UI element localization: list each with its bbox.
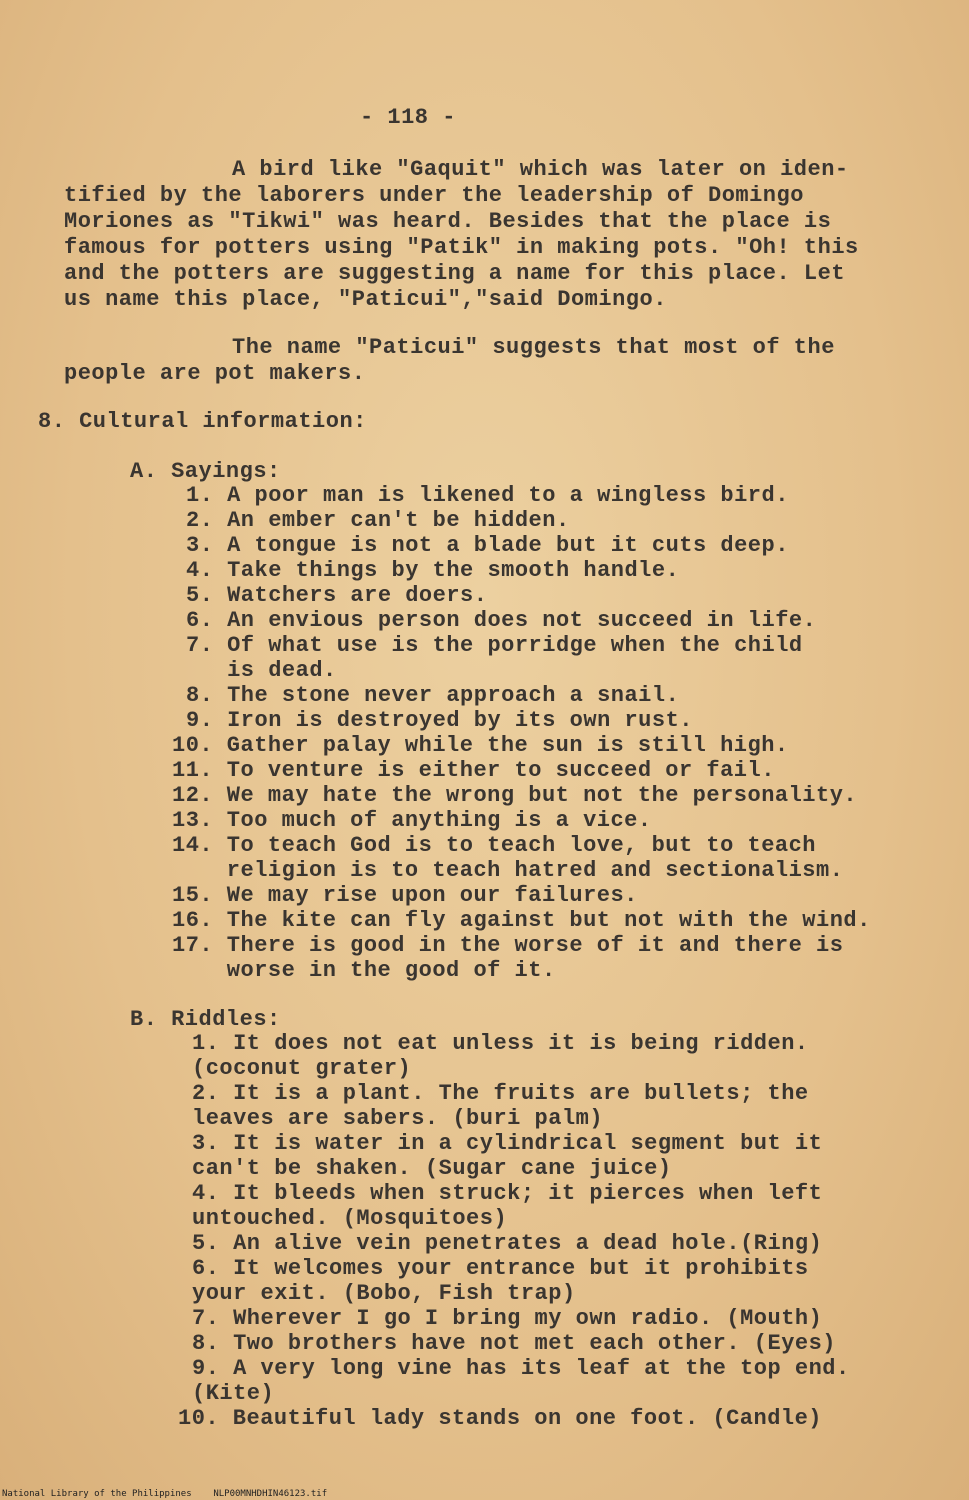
saying-item: 15. We may rise upon our failures. [172,883,638,908]
riddle-item: 7. Wherever I go I bring my own radio. (Mouth) [192,1306,823,1331]
paragraph-line: Moriones as "Tikwi" was heard. Besides that the place is [64,209,832,234]
saying-item: 2. An ember can't be hidden. [186,508,570,533]
footer-caption: National Library of the Philippines NLP00MNHDHIN46123.tif [2,1489,328,1499]
saying-item: 10. Gather palay while the sun is still high. [172,733,789,758]
riddle-item: 2. It is a plant. The fruits are bullets; the [192,1081,809,1106]
paragraph-line: and the potters are suggesting a name for this place. Let [64,261,846,286]
paragraph-line: A bird like "Gaquit" which was later on iden- [232,157,849,182]
saying-item: 16. The kite can fly against but not with the wind. [172,908,871,933]
saying-item: 3. A tongue is not a blade but it cuts deep. [186,533,789,558]
page-number: - 118 - [360,105,456,130]
riddle-item: your exit. (Bobo, Fish trap) [192,1281,576,1306]
sayings-heading: A. Sayings: [130,459,281,484]
riddle-item: 8. Two brothers have not met each other. (Eyes) [192,1331,837,1356]
saying-item: religion is to teach hatred and sectionalism. [172,858,844,883]
saying-item: 17. There is good in the worse of it and there is [172,933,844,958]
saying-item: 12. We may hate the wrong but not the personality. [172,783,858,808]
saying-item: 6. An envious person does not succeed in life. [186,608,817,633]
riddle-item: untouched. (Mosquitoes) [192,1206,508,1231]
paragraph-line: people are pot makers. [64,361,366,386]
riddle-item: 9. A very long vine has its leaf at the top end. [192,1356,850,1381]
riddle-item: leaves are sabers. (buri palm) [192,1106,604,1131]
saying-item: 7. Of what use is the porridge when the child [186,633,803,658]
riddle-item: (Kite) [192,1381,275,1406]
saying-item: 14. To teach God is to teach love, but to teach [172,833,817,858]
riddle-item: (coconut grater) [192,1056,412,1081]
paragraph-line: famous for potters using "Patik" in making pots. "Oh! this [64,235,859,260]
paragraph-line: The name "Paticui" suggests that most of the [232,335,835,360]
riddle-item: 3. It is water in a cylindrical segment but it [192,1131,823,1156]
saying-item: 8. The stone never approach a snail. [186,683,680,708]
riddle-item: 5. An alive vein penetrates a dead hole.(Ring) [192,1231,823,1256]
riddle-item: 4. It bleeds when struck; it pierces when left [192,1181,823,1206]
saying-item: 13. Too much of anything is a vice. [172,808,652,833]
saying-item: 9. Iron is destroyed by its own rust. [186,708,693,733]
paragraph-line: tified by the laborers under the leadership of Domingo [64,183,804,208]
riddle-item: 6. It welcomes your entrance but it prohibits [192,1256,809,1281]
riddle-item: 10. Beautiful lady stands on one foot. (Candle) [178,1406,823,1431]
saying-item: 5. Watchers are doers. [186,583,488,608]
riddles-heading: B. Riddles: [130,1007,281,1032]
saying-item: worse in the good of it. [172,958,556,983]
saying-item: 1. A poor man is likened to a wingless bird. [186,483,789,508]
section-heading: 8. Cultural information: [38,409,367,434]
saying-item: is dead. [186,658,337,683]
riddle-item: 1. It does not eat unless it is being ridden. [192,1031,809,1056]
saying-item: 11. To venture is either to succeed or fail. [172,758,775,783]
riddle-item: can't be shaken. (Sugar cane juice) [192,1156,672,1181]
paragraph-line: us name this place, "Paticui","said Domingo. [64,287,667,312]
saying-item: 4. Take things by the smooth handle. [186,558,680,583]
